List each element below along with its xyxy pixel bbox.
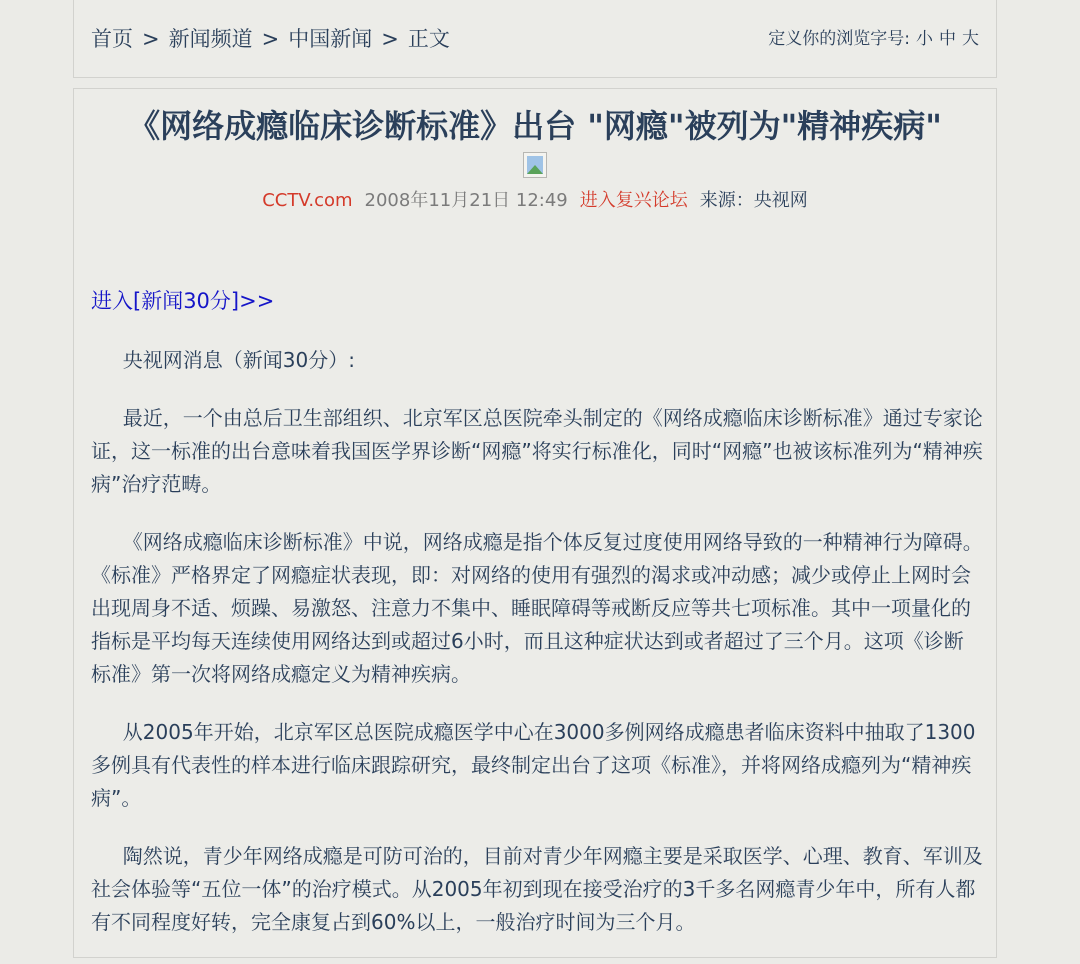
article-body (91, 344, 983, 964)
broken-image-icon (523, 152, 547, 178)
article-paragraph: 从2005年开始，北京军区总医院成瘾医学中心在3000多例网络成瘾患者临床资料中抽取了1300多例具有代表性的样本进行临床跟踪研究，最终制定出台了这项《标准》，并将网络成瘾列为“精神疾病”。 (91, 720, 976, 810)
forum-link[interactable]: 进入复兴论坛 (579, 190, 688, 211)
article-paragraph: 最近，一个由总后卫生部组织、北京军区总医院牵头制定的《网络成瘾临床诊断标准》通过专家论证，这一标准的出台意味着我国医学界诊断“网瘾”将实行标准化，同时“网瘾”也被该标准列为“精神疾病”治疗范畴。 (91, 406, 983, 496)
breadcrumb-channel[interactable]: 新闻频道 (168, 27, 253, 51)
font-size-large-button[interactable]: 大 (962, 29, 979, 49)
article-paragraph: 陶然说，青少年网络成瘾是可防可治的，目前对青少年网瘾主要是采取医学、心理、教育、军训及社会体验等“五位一体”的治疗模式。从2005年初到现在接受治疗的3千多名网瘾青少年中，所有人都有不同程度好转，完全康复占到60%以上，一般治疗时间为三个月。 (91, 844, 983, 934)
font-size-label: 定义你的浏览字号: (768, 29, 910, 49)
font-size-medium-button[interactable]: 中 (939, 29, 956, 49)
article-meta (74, 188, 996, 214)
article-paragraph: 《网络成瘾临床诊断标准》中说，网络成瘾是指个体反复过度使用网络导致的一种精神行为障碍。《标准》严格界定了网瘾症状表现，即：对网络的使用有强烈的渴求或冲动感；减少或停止上网时会出现周身不适、烦躁、易激怒、注意力不集中、睡眠障碍等戒断反应等共七项标准。其中一项量化的指标是平均每天连续使用网络达到或超过6小时，而且这种症状达到或者超过了三个月。这项《诊断标准》第一次将网络成瘾定义为精神疾病。 (91, 530, 983, 686)
top-bar (73, 0, 997, 78)
article-paragraph: 央视网消息（新闻30分）: (122, 348, 355, 372)
breadcrumb-home[interactable]: 首页 (91, 27, 133, 51)
breadcrumb-section[interactable]: 中国新闻 (288, 27, 373, 51)
enter-news30-link[interactable]: 进入[新闻30分]>> (91, 289, 275, 313)
article-title: 《网络成瘾临床诊断标准》出台 "网瘾"被列为"精神疾病" (128, 107, 942, 145)
font-size-control (768, 26, 979, 52)
breadcrumb-current: 正文 (407, 27, 450, 51)
article-source: 来源：央视网 (699, 190, 808, 211)
breadcrumb (91, 24, 450, 54)
source-site[interactable]: CCTV.com (262, 190, 353, 211)
breadcrumb-separator: > (261, 27, 280, 51)
breadcrumb-separator: > (142, 27, 160, 51)
article-container (73, 88, 997, 958)
publish-date: 2008年11月21日 12:49 (364, 190, 568, 211)
font-size-small-button[interactable]: 小 (916, 29, 933, 49)
breadcrumb-separator: > (381, 27, 399, 51)
